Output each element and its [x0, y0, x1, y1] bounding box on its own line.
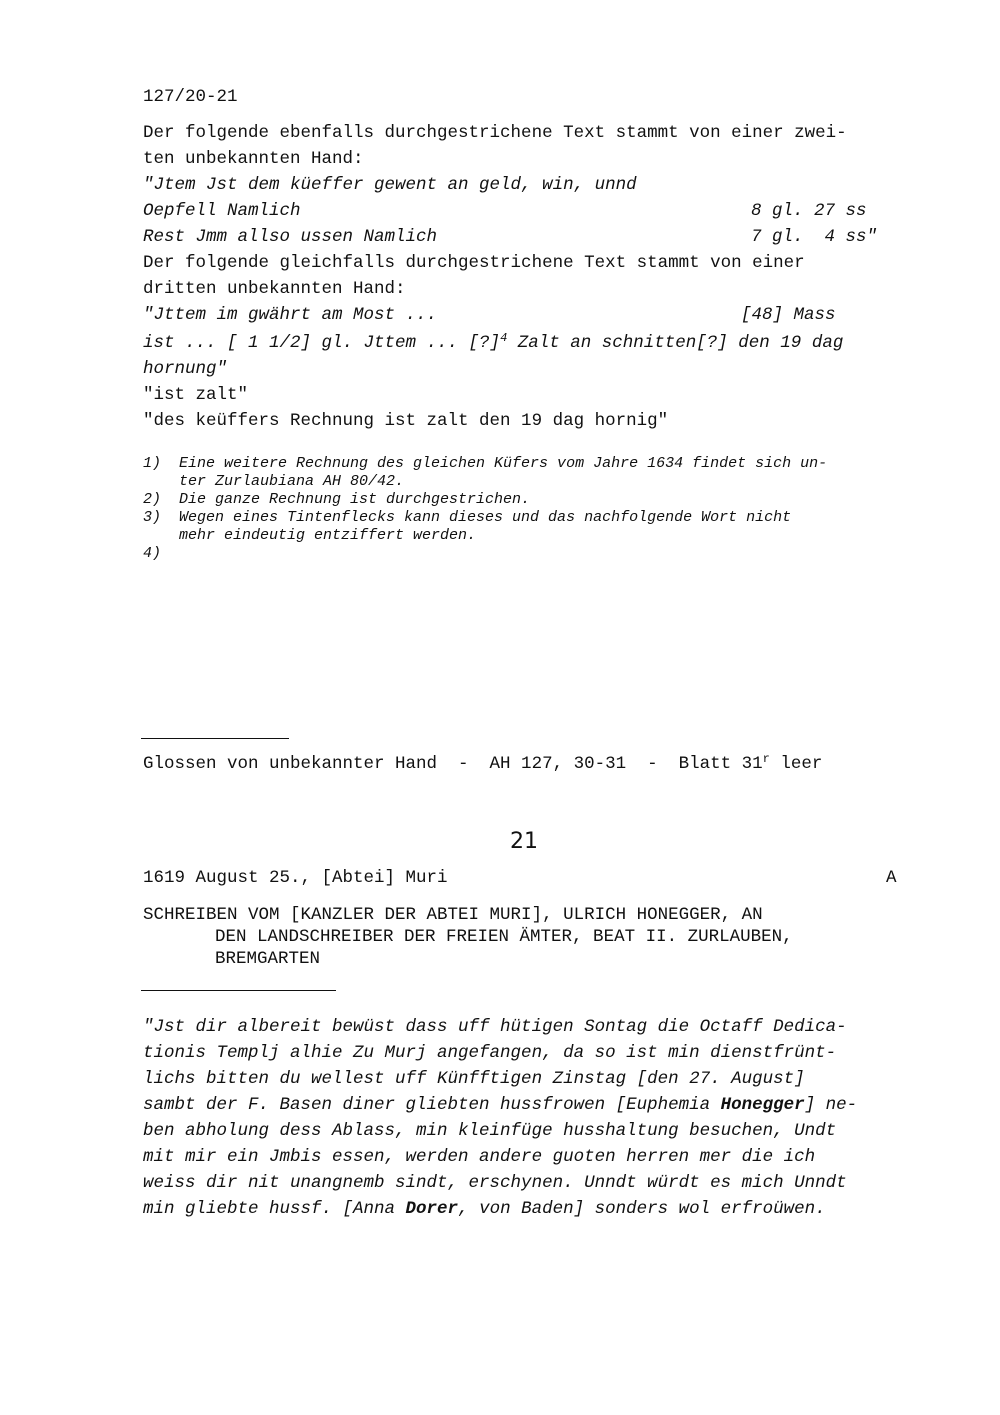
footnote-marker: 4 [500, 331, 508, 345]
footnote-number: 2) [143, 491, 162, 508]
quote-line [143, 330, 843, 356]
letter-line: weiss dir nit unangnemb sindt, erschynen. Unndt würdt es mich Unndt [143, 1173, 847, 1193]
quote-text: Zalt an schnitten[?] den 19 dag [507, 333, 844, 353]
chapter-title-line: BREMGARTEN [215, 949, 321, 969]
footnote-text: Eine weitere Rechnung des gleichen Küfers vom Jahre 1634 findet sich un- [179, 455, 828, 472]
quote-line: "ist zalt" [143, 385, 249, 405]
chapter-title-line: SCHREIBEN VOM [KANZLER DER ABTEI MURI], ULRICH HONEGGER, AN [143, 905, 763, 925]
quote-line: "Jtem Jst dem küeffer gewent an geld, win, unnd [143, 175, 637, 195]
account-row-amount: [48] Mass [741, 305, 836, 325]
footnote-text: Die ganze Rechnung ist durchgestrichen. [179, 491, 531, 508]
letter-text: min gliebte hussf. [Anna [143, 1199, 406, 1219]
date-place: 1619 August 25., [Abtei] Muri [143, 868, 448, 888]
footnote-number: 4) [143, 545, 162, 562]
text-line: ten unbekannten Hand: [143, 149, 364, 169]
letter-text: ] ne- [804, 1095, 858, 1115]
chapter-title-line: DEN LANDSCHREIBER DER FREIEN ÄMTER, BEAT II. ZURLAUBEN, [215, 927, 793, 947]
glossen-text: Glossen von unbekannter Hand - AH 127, 30-31 - Blatt 31 [143, 754, 763, 774]
account-row-label: Rest Jmm allso ussen Namlich [143, 227, 438, 247]
letter-line: tionis Templj alhie Zu Murj angefangen, da so ist min dienstfrünt- [143, 1043, 837, 1063]
letter-line: ben abholung dess Ablass, min kleinfüge husshaltung besuchen, Undt [143, 1121, 837, 1141]
divider [141, 990, 336, 991]
quote-text: ist ... [ 1 1/2] gl. Jttem ... [?] [143, 333, 501, 353]
glossen-tail: leer [769, 754, 823, 774]
account-row-label: "Jttem im gwährt am Most ... [143, 305, 438, 325]
quote-line: hornung" [143, 359, 228, 379]
chapter-number: 21 [510, 829, 538, 854]
account-row-amount: 7 gl. 4 ss" [751, 227, 878, 247]
footnote [143, 491, 530, 509]
letter-line: "Jst dir albereit bewüst dass uff hütigen Sontag die Octaff Dedica- [143, 1017, 847, 1037]
glossen-line [143, 751, 822, 777]
person-name: Honegger [720, 1095, 805, 1115]
footnote-text: ter Zurlaubiana AH 80/42. [179, 473, 405, 490]
letter-text: sambt der F. Basen diner gliebten hussfrowen [Euphemia [143, 1095, 721, 1115]
text-line: Der folgende gleichfalls durchgestrichene Text stammt von einer [143, 253, 805, 273]
letter-line [143, 1196, 826, 1222]
divider [141, 738, 289, 739]
letter-line [143, 1092, 857, 1118]
account-row-amount: 8 gl. 27 ss [751, 201, 867, 221]
account-row-label: Oepfell Namlich [143, 201, 301, 221]
letter-line: lichs bitten du wellest uff Künfftigen Zinstag [den 27. August] [143, 1069, 805, 1089]
glossen-superscript: r [762, 752, 770, 766]
footnote-text: Wegen eines Tintenflecks kann dieses und das nachfolgende Wort nicht [179, 509, 792, 526]
footnote [143, 455, 827, 473]
person-name: Dorer [405, 1199, 459, 1219]
letter-line: mit mir ein Jmbis essen, werden andere guoten herren mer die ich [143, 1147, 816, 1167]
chapter-marker: A [886, 868, 897, 888]
footnote-number: 1) [143, 455, 162, 472]
footnote-number: 3) [143, 509, 162, 526]
page-reference: 127/20-21 [143, 87, 238, 107]
footnote [143, 545, 179, 563]
footnote-text: mehr eindeutig entziffert werden. [179, 527, 477, 544]
footnote [143, 509, 791, 527]
text-line: dritten unbekannten Hand: [143, 279, 406, 299]
quote-line: "des keüffers Rechnung ist zalt den 19 dag hornig" [143, 411, 669, 431]
text-line: Der folgende ebenfalls durchgestrichene Text stammt von einer zwei- [143, 123, 847, 143]
letter-text: , von Baden] sonders wol erfroüwen. [458, 1199, 826, 1219]
